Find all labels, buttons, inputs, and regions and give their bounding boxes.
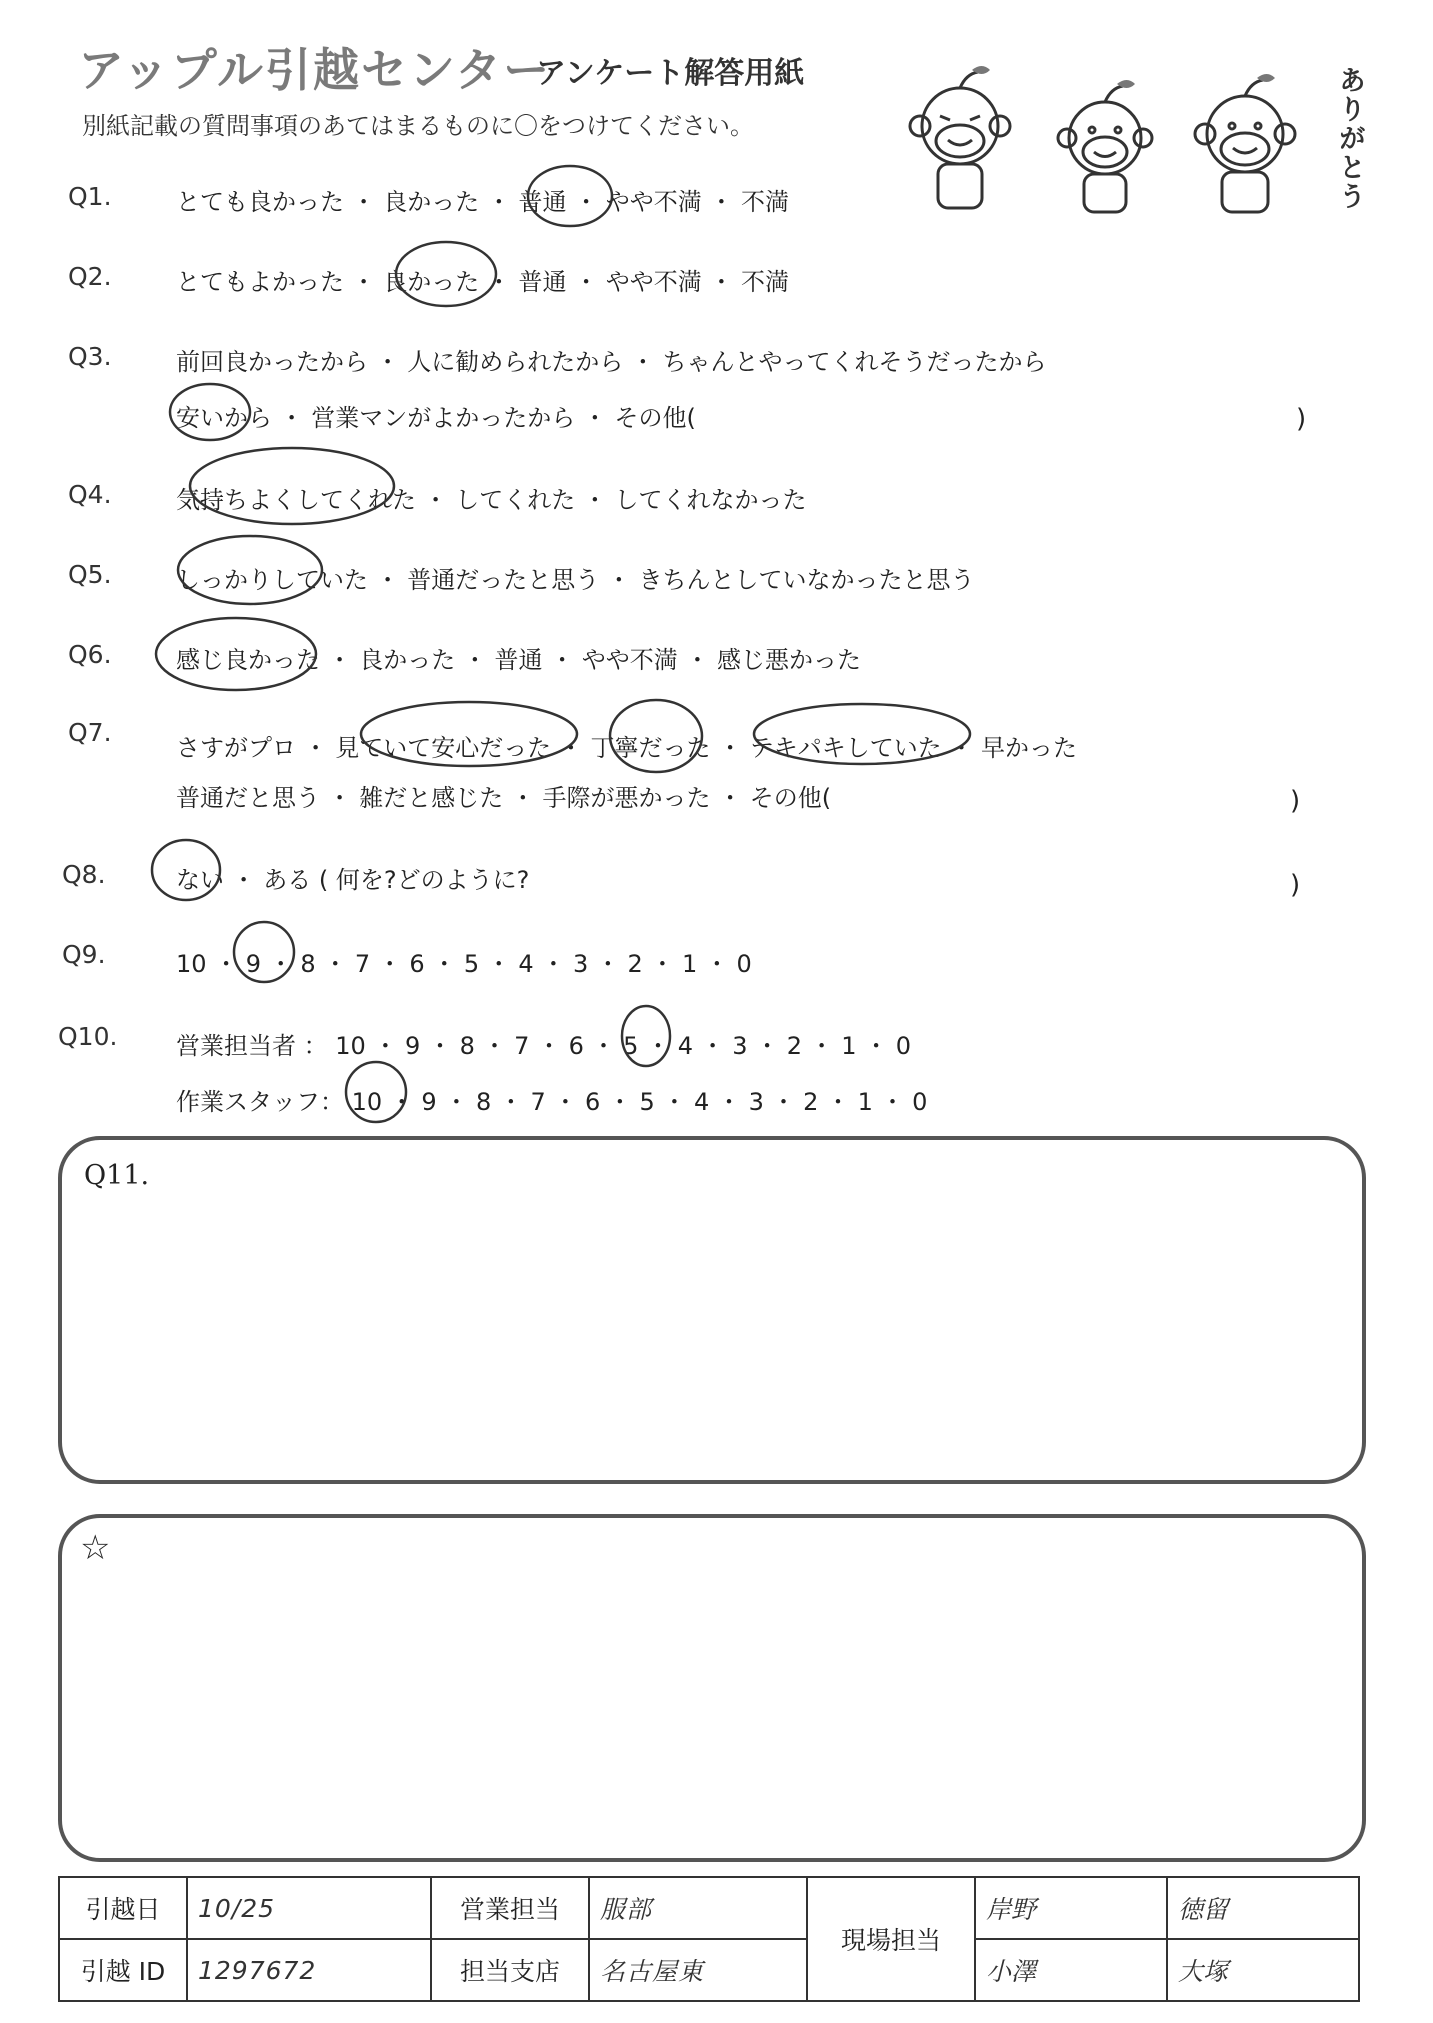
branch-label: 担当支店: [431, 1939, 589, 2001]
circle-q7-c: [754, 704, 970, 764]
q2-options: とてもよかった ・ 良かった ・ 普通 ・ やや不満 ・ 不満: [176, 268, 790, 296]
q7-close-paren: ): [1290, 786, 1301, 816]
q7-options-line2: 普通だと思う ・ 雑だと感じた ・ 手際が悪かった ・ その他(: [176, 784, 832, 812]
q2-label: Q2.: [68, 262, 112, 291]
q5-label: Q5.: [68, 560, 112, 589]
q8-label: Q8.: [62, 860, 106, 889]
move-id-value: 1297672: [187, 1939, 431, 2001]
move-date-label: 引越日: [59, 1877, 187, 1939]
q1-options: とても良かった ・ 良かった ・ 普通 ・ やや不満 ・ 不満: [176, 188, 790, 216]
site-staff-label: 現場担当: [807, 1877, 975, 2001]
q8-options: ない ・ ある ( 何を?どのように?: [176, 866, 530, 894]
instruction-text: 別紙記載の質問事項のあてはまるものに〇をつけてください。: [82, 112, 754, 140]
site-staff-2: 徳留: [1167, 1877, 1359, 1939]
q4-label: Q4.: [68, 480, 112, 509]
circle-q7-a: [361, 702, 577, 766]
circle-q5: [178, 536, 322, 604]
q3-options-line2: 安いから ・ 営業マンがよかったから ・ その他(: [176, 404, 696, 432]
q4-options: 気持ちよくしてくれた ・ してくれた ・ してくれなかった: [176, 486, 807, 514]
document-title: アンケート解答用紙: [536, 56, 805, 91]
circle-q4: [190, 448, 394, 524]
q10-sales-scale: 営業担当者 ： 10 ・ 9 ・ 8 ・ 7 ・ 6 ・ 5 ・ 4 ・ 3 ・ 2 ・ 1 ・ 0: [176, 1032, 912, 1060]
thanks-text: ありがとう: [1334, 66, 1365, 211]
q3-options-line1: 前回良かったから ・ 人に勧められたから ・ ちゃんとやってくれそうだったから: [176, 348, 1047, 376]
q5-options: しっかりしていた ・ 普通だったと思う ・ きちんとしていなかったと思う: [176, 566, 975, 594]
circle-q7-b: [610, 700, 702, 772]
site-staff-4: 大塚: [1167, 1939, 1359, 2001]
circle-q10-staff: [346, 1062, 406, 1122]
q10-staff-scale: 作業スタッフ： 10 ・ 9 ・ 8 ・ 7 ・ 6 ・ 5 ・ 4 ・ 3 ・ 2 ・ 1 ・ 0: [176, 1088, 928, 1116]
circle-q8: [152, 840, 220, 900]
q6-label: Q6.: [68, 640, 112, 669]
q11-box-label: Q11.: [84, 1160, 150, 1191]
circle-q10-sales: [622, 1006, 670, 1066]
q8-close-paren: ): [1290, 870, 1301, 900]
q9-scale: 10 ・ 9 ・ 8 ・ 7 ・ 6 ・ 5 ・ 4 ・ 3 ・ 2 ・ 1 ・ 0: [176, 950, 752, 978]
q10-label: Q10.: [58, 1022, 118, 1051]
branch-value: 名古屋東: [589, 1939, 807, 2001]
q3-close-paren: ): [1296, 404, 1307, 434]
q3-label: Q3.: [68, 342, 112, 371]
circle-q3: [170, 384, 250, 440]
sales-rep-value: 服部: [589, 1877, 807, 1939]
q1-label: Q1.: [68, 182, 112, 211]
circle-q9: [234, 922, 294, 982]
q9-label: Q9.: [62, 940, 106, 969]
sales-rep-label: 営業担当: [431, 1877, 589, 1939]
star-comment-box[interactable]: [58, 1514, 1366, 1862]
q11-comment-box[interactable]: [58, 1136, 1366, 1484]
brand-name: アップル引越センター: [78, 43, 552, 97]
move-date-value: 10/25: [187, 1877, 431, 1939]
q7-label: Q7.: [68, 718, 112, 747]
q6-options: 感じ良かった ・ 良かった ・ 普通 ・ やや不満 ・ 感じ悪かった: [176, 646, 862, 674]
q7-options-line1: さすがプロ ・ 見ていて安心だった ・ 丁寧だった ・ テキパキしていた ・ 早かった: [176, 734, 1078, 762]
move-info-table: [58, 1876, 1360, 2002]
move-id-label: 引越 ID: [59, 1939, 187, 2001]
site-staff-1: 岸野: [975, 1877, 1167, 1939]
circle-q2: [396, 242, 496, 306]
circle-q1: [528, 166, 612, 226]
circle-q6: [156, 618, 316, 690]
site-staff-3: 小澤: [975, 1939, 1167, 2001]
star-icon: ☆: [80, 1528, 111, 1568]
